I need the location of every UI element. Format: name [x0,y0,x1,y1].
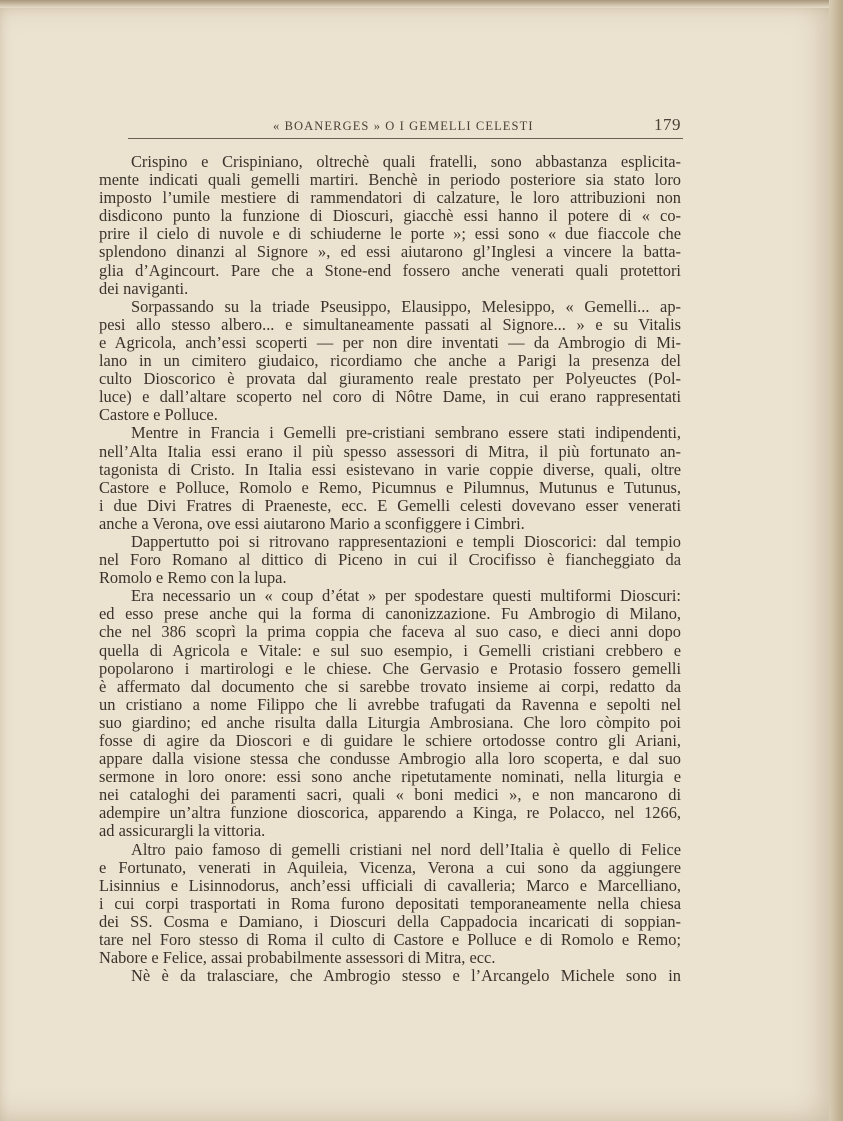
running-header [128,117,683,137]
header-rule [128,138,683,139]
text-line: fosse di agire da Dioscori e di guidare le schiere ortodosse contro gli Ariani, [99,732,681,750]
text-line: i due Divi Fratres di Praeneste, ecc. E Gemelli celesti dovevano esser venerati [99,496,681,515]
text-line: Castore e Polluce. [99,406,218,425]
text-line: che nel 386 scoprì la prima coppia che faceva al suo caso, e dieci anni dopo [99,623,681,642]
body-text [99,153,681,985]
text-line: disdicono punto la funzione di Dioscuri, giacchè essi hanno il potere di « co- [99,207,681,226]
text-line: Lisinnius e Lisinnodorus, anch’essi ufficiali di cavalleria; Marco e Marcelliano, [99,876,681,895]
text-line: Mentre in Francia i Gemelli pre-cristiani sembrano essere stati indipendenti, [131,424,681,443]
text-line: e Agricola, anch’essi scoperti — per non dire inventati — da Ambrogio di Mi- [99,333,681,352]
text-line: suo giardino; ed anche risulta dalla Liturgia Ambrosiana. Che loro còmpito poi [99,713,681,732]
text-line: imposto l’umile mestiere di rammendatori di calzature, le loro attribuzioni non [99,189,681,208]
text-line: ad assicurargli la vittoria. [99,822,266,841]
text-line: splendono dinanzi al Signore », ed essi aiutarono gl’Inglesi a vincere la batta- [99,243,681,262]
text-line: Sorpassando su la triade Pseusippo, Elausippo, Melesippo, « Gemelli... ap- [131,297,681,316]
text-line: Nabore e Felice, assai probabilmente assessori di Mitra, ecc. [99,949,496,968]
text-line: tare nel Foro stesso di Roma il culto di Castore e Polluce e di Romolo e Remo; [99,931,681,950]
text-line: pesi allo stesso albero... e simultaneamente passati al Signore... » e su Vitalis [99,315,681,334]
text-line: sermone in loro onore: essi sono anche ripetutamente nominati, nella liturgia e [99,768,681,787]
text-line: popolarono i martirologi e le chiese. Che Gervasio e Protasio fossero gemelli [99,659,681,678]
text-line: prire il cielo di nuvole e di schiuderne le porte »; essi sono « due fiaccole che [99,225,681,244]
text-line: mente indicati quali gemelli martiri. Benchè in periodo posteriore sia stato loro [99,171,681,190]
text-line: dei naviganti. [99,279,189,298]
text-line: dei SS. Cosma e Damiano, i Dioscuri della Cappadocia incaricati di soppian- [99,912,681,931]
text-line: i cui corpi trasportati in Roma furono depositati temporaneamente nella chiesa [99,894,681,913]
text-line: Altro paio famoso di gemelli cristiani nel nord dell’Italia è quello di Felice [131,840,681,859]
running-title: « BOANERGES » O I GEMELLI CELESTI [273,119,534,133]
text-line: Era necessario un « coup d’état » per spodestare questi multiformi Dioscuri: [131,587,681,606]
text-line: luce) e dall’altare scoperto nel coro di Nôtre Dame, in cui erano rappresentati [99,388,681,407]
text-line: adempire un’altra funzione dioscorica, apparendo a Kinga, re Polacco, nel 1266, [99,804,681,823]
page-right-edge [829,0,843,1121]
text-line: Romolo e Remo con la lupa. [99,569,287,588]
text-line: ed esso prese anche qui la forma di canonizzazione. Fu Ambrogio di Milano, [99,605,681,624]
page-top-edge [0,0,843,8]
text-line: e Fortunato, venerati in Aquileia, Vicenza, Verona a cui sono da aggiungere [99,858,681,877]
text-line: Dappertutto poi si ritrovano rappresentazioni e templi Dioscorici: dal tempio [131,532,681,551]
text-line: nell’Alta Italia essi erano il più spesso assessori di Mitra, il più fortunato an- [99,442,681,461]
text-line: tagonista di Cristo. In Italia essi esistevano in varie coppie diverse, quali, oltre [99,460,681,479]
text-line: appare dalla visione stessa che condusse Ambrogio alla loro scoperta, e dal suo [99,750,681,769]
text-line: un cristiano a nome Filippo che li avrebbe trafugati da Ravenna e sepolti nel [99,695,681,714]
text-line: Castore e Polluce, Romolo e Remo, Picumnus e Pilumnus, Mutunus e Tutunus, [99,478,681,497]
text-line: lano in un cimitero giudaico, ricordiamo che anche a Parigi la presenza del [99,352,681,371]
text-line: glia d’Agincourt. Pare che a Stone-end fossero anche venerati quali protettori [99,261,681,280]
page-number: 179 [654,115,681,134]
text-line: è affermato dal documento che si sarebbe trovato insieme ai corpi, redatto da [99,677,681,696]
text-line: nei cataloghi dei paramenti sacri, quali « boni medici », e non mancarono di [99,786,681,805]
text-line: culto Dioscorico è provata dal giuramento reale prestato per Polyeuctes (Pol- [99,370,681,389]
text-line: Nè è da tralasciare, che Ambrogio stesso e l’Arcangelo Michele sono in [131,967,681,986]
text-line: Crispino e Crispiniano, oltrechè quali fratelli, sono abbastanza esplicita- [131,153,681,171]
text-line: quella di Agricola e Vitale: e sul suo esempio, i Gemelli cristiani crebbero e [99,641,681,660]
text-line: nel Foro Romano al dittico di Piceno in cui il Crocifisso è fiancheggiato da [99,551,681,570]
text-line: anche a Verona, ove essi aiutarono Mario a sconfiggere i Cimbri. [99,514,525,533]
